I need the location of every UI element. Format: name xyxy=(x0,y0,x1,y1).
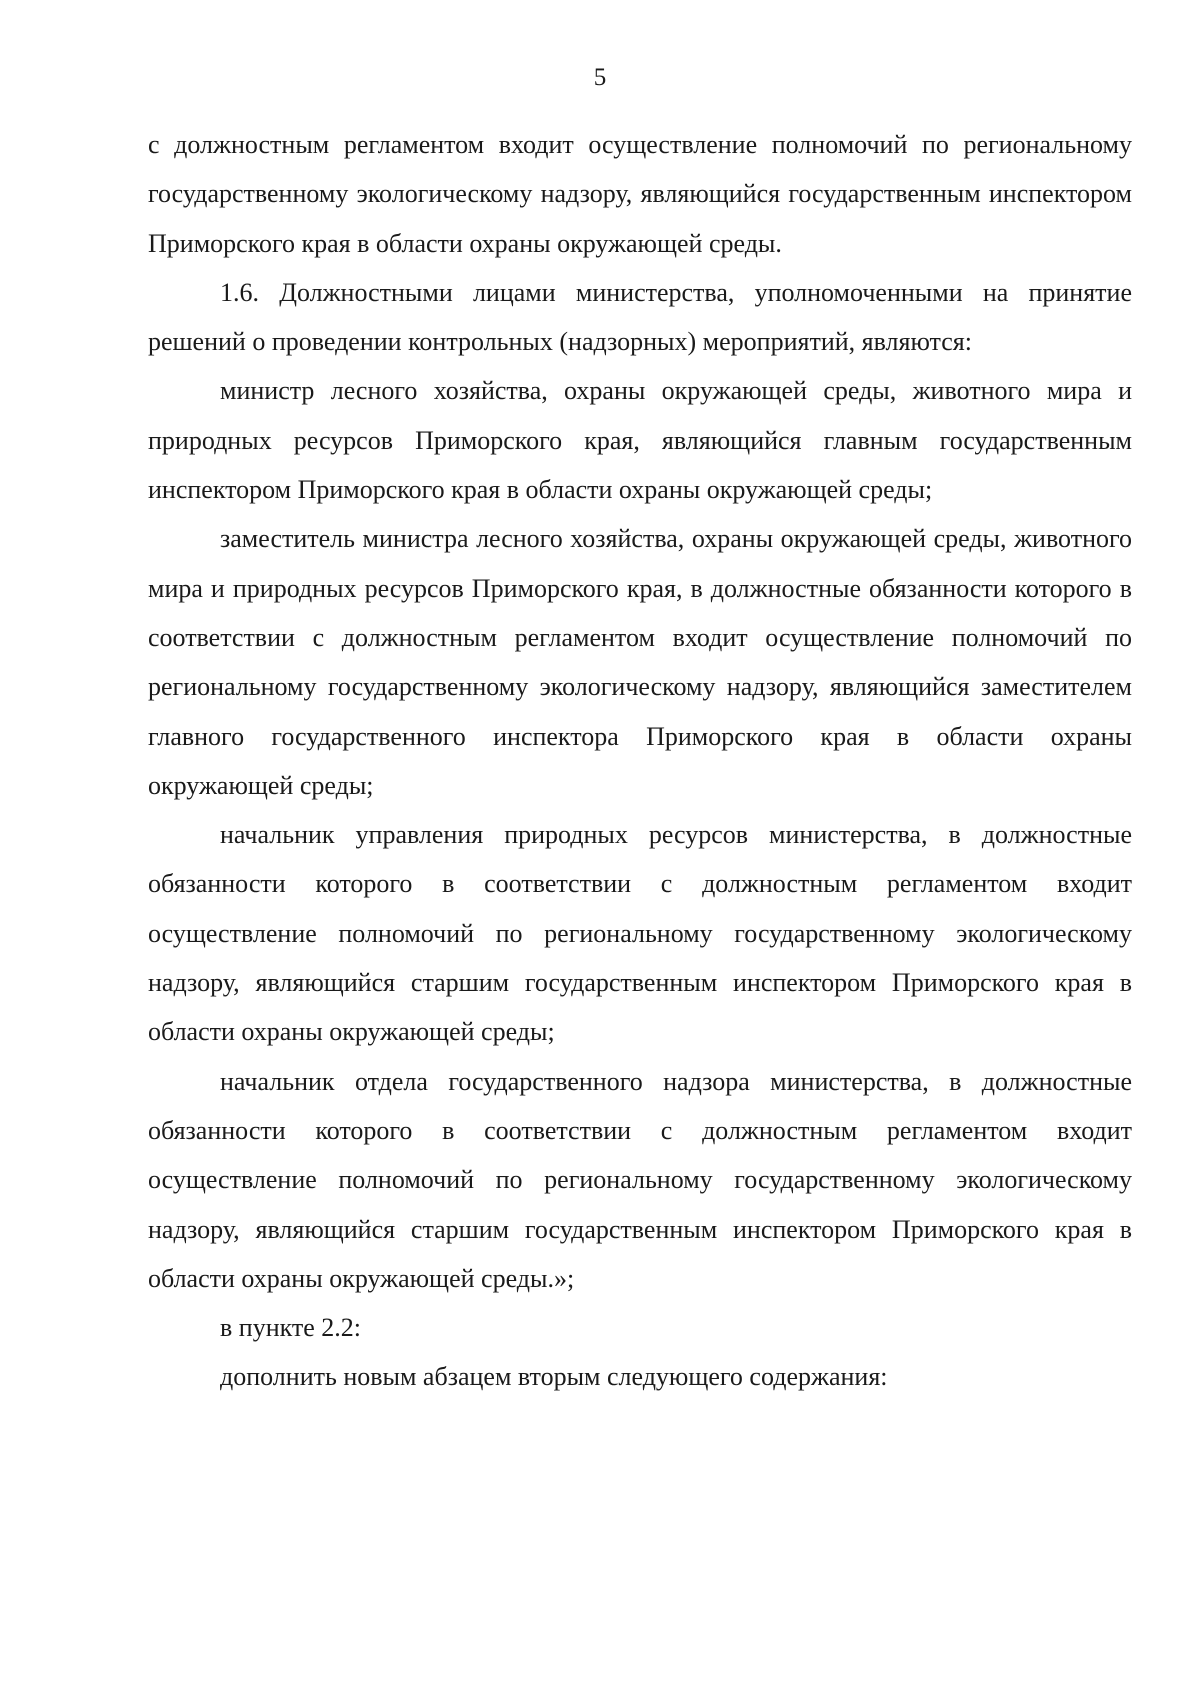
page-number: 5 xyxy=(593,64,607,91)
paragraph-amendment: дополнить новым абзацем вторым следующего содержания: xyxy=(220,1362,888,1392)
paragraph-head-of-department: начальник управления природных ресурсов министерства, в должностные обязанности которого в соответствии с должностным регламентом входит осуществление полномочий по региональному государственному экологическому надзору, являющийся старшим государственным инспектором Приморского края в области охраны окружающей среды; xyxy=(148,820,1132,1047)
paragraph-continuation: с должностным регламентом входит осуществление полномочий по региональному государственному экологическому надзору, являющийся государственным инспектором Приморского края в области охраны окружающей среды. xyxy=(148,130,1132,258)
paragraph-head-of-division: начальник отдела государственного надзора министерства, в должностные обязанности которого в соответствии с должностным регламентом входит осуществление полномочий по региональному государственному экологическому надзору, являющийся старшим государственным инспектором Приморского края в области охраны окружающей среды.»; xyxy=(148,1066,1132,1293)
document-body xyxy=(148,120,1132,1402)
paragraph-clause-1-6: 1.6. Должностными лицами министерства, уполномоченными на принятие решений о проведении контрольных (надзорных) мероприятий, являются: xyxy=(148,277,1132,357)
paragraph-minister: министр лесного хозяйства, охраны окружающей среды, животного мира и природных ресурсов Приморского края, являющийся главным государственным инспектором Приморского края в области охраны окружающей среды; xyxy=(148,376,1132,505)
paragraph-clause-2-2: в пункте 2.2: xyxy=(220,1313,362,1343)
paragraph-deputy-minister: заместитель министра лесного хозяйства, охраны окружающей среды, животного мира и природных ресурсов Приморского края, в должностные обязанности которого в соответствии с должностным регламентом входит осуществление полномочий по региональному государственному экологическому надзору, являющийся заместителем главного государственного инспектора Приморского края в области охраны окружающей среды; xyxy=(148,524,1132,800)
